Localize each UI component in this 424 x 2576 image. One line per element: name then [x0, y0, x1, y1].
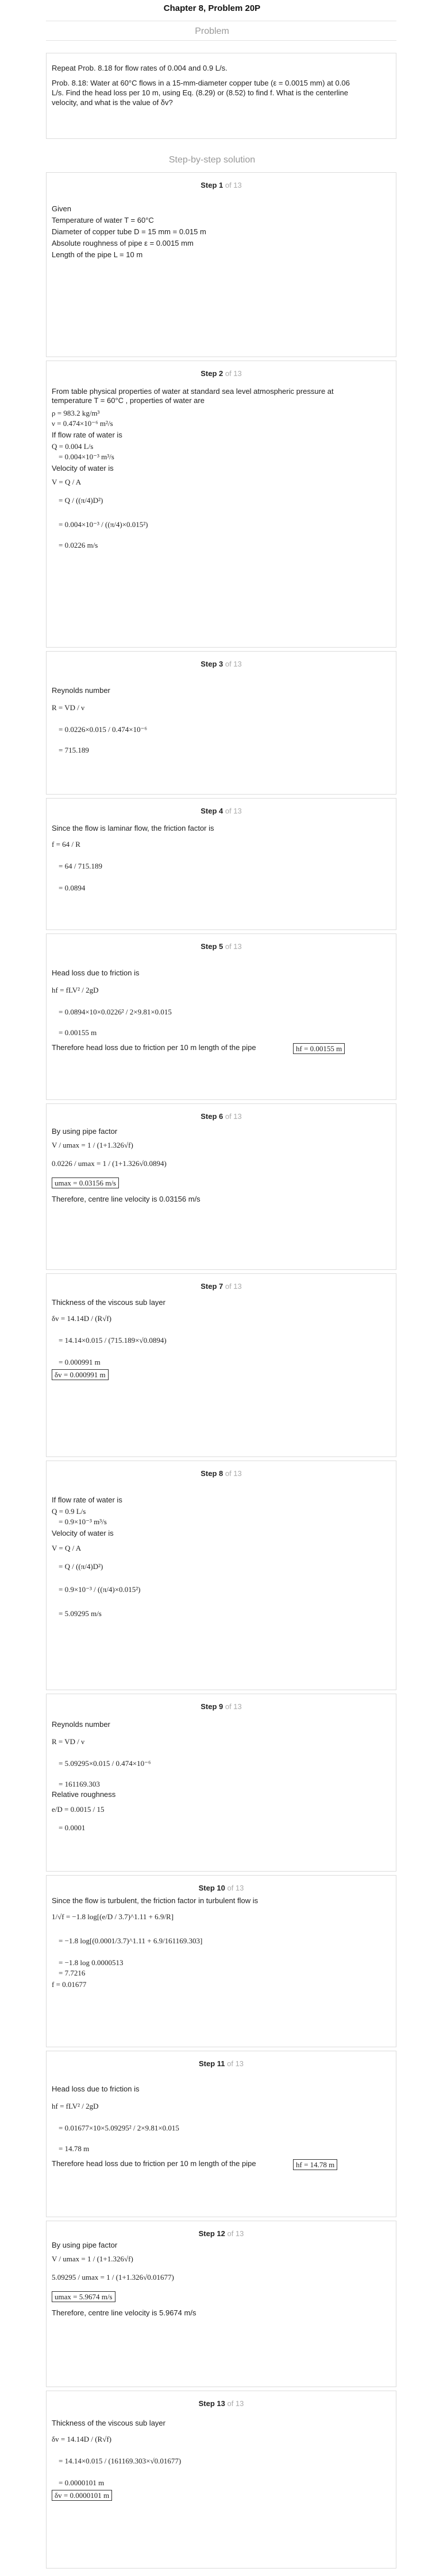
step-heading [47, 369, 396, 378]
step-total: of 13 [227, 2059, 244, 2068]
final-answer: δv = 0.000991 m [52, 1369, 109, 1380]
equation [52, 2490, 112, 2501]
equation [52, 2291, 115, 2302]
step-number: Step 3 [201, 660, 225, 668]
step-heading [47, 2059, 396, 2068]
equation: ν = 0.474×10⁻⁶ m²/s [52, 419, 113, 428]
equation: = 0.000991 m [59, 1358, 101, 1366]
equation: V / umax = 1 / (1+1.326√f) [52, 2255, 133, 2263]
step-total: of 13 [227, 1884, 244, 1892]
step-box [46, 1103, 396, 1270]
equation: = 0.0226×0.015 / 0.474×10⁻⁶ [59, 725, 148, 734]
step-text: Diameter of copper tube D = 15 mm = 0.015 m [52, 227, 206, 236]
step-total: of 13 [225, 369, 242, 378]
equation: = 0.01677×10×5.09295² / 2×9.81×0.015 [59, 2124, 179, 2132]
equation: 1/√f = −1.8 log[(e/D / 3.7)^1.11 + 6.9/R] [52, 1912, 174, 1921]
equation: = Q / ((π/4)D²) [59, 496, 103, 505]
equation: R = VD / ν [52, 703, 85, 712]
equation: f = 0.01677 [52, 1980, 87, 1989]
equation: hf = fLV² / 2gD [52, 2102, 99, 2110]
step-box [46, 933, 396, 1100]
equation: = −1.8 log 0.0000513 [59, 1958, 124, 1967]
step-text: temperature T = 60°C , properties of water are [52, 396, 205, 405]
equation: = 0.0894 [59, 884, 86, 892]
step-text: If flow rate of water is [52, 1496, 122, 1504]
step-heading [47, 807, 396, 815]
step-number: Step 1 [201, 181, 225, 189]
equation: = 64 / 715.189 [59, 862, 102, 870]
step-text: Reynolds number [52, 686, 110, 695]
step-box [46, 798, 396, 930]
equation [293, 2159, 337, 2170]
step-total: of 13 [225, 1702, 242, 1711]
equation: = 7.7216 [59, 1969, 86, 1977]
step-total: of 13 [225, 1112, 242, 1121]
equation: = 5.09295×0.015 / 0.474×10⁻⁶ [59, 1759, 151, 1768]
step-box [46, 1875, 396, 2047]
problem-text: L/s. Find the head loss per 10 m, using Eq. (8.29) or (8.52) to find f. What is the centerline [52, 88, 348, 97]
final-answer: umax = 5.9674 m/s [52, 2291, 115, 2302]
step-number: Step 6 [201, 1112, 225, 1121]
equation: = −1.8 log[(0.0001/3.7)^1.11 + 6.9/161169.303] [59, 1936, 203, 1945]
step-text: Thickness of the viscous sub layer [52, 1298, 165, 1307]
step-number: Step 9 [201, 1702, 225, 1711]
step-number: Step 13 [198, 2399, 228, 2408]
equation: 0.0226 / umax = 1 / (1+1.326√0.0894) [52, 1159, 167, 1168]
step-heading [47, 2229, 396, 2238]
step-box [46, 2051, 396, 2217]
step-box [46, 1694, 396, 1872]
step-box [46, 361, 396, 648]
step-text: Therefore head loss due to friction per 10 m length of the pipe [52, 1043, 256, 1052]
step-heading [47, 2399, 396, 2408]
problem-text: Prob. 8.18: Water at 60°C flows in a 15-mm-diameter copper tube (ε = 0.0015 mm) at 0.06 [52, 79, 350, 87]
step-text: Therefore head loss due to friction per 10 m length of the pipe [52, 2159, 256, 2168]
step-text: Relative roughness [52, 1790, 116, 1799]
equation: = 0.0000101 m [59, 2478, 105, 2487]
step-heading [47, 1112, 396, 1121]
step-heading [47, 660, 396, 668]
step-box [46, 651, 396, 795]
step-number: Step 8 [201, 1469, 225, 1478]
step-number: Step 11 [198, 2059, 228, 2068]
step-number: Step 2 [201, 369, 225, 378]
step-text: Since the flow is turbulent, the friction factor in turbulent flow is [52, 1896, 259, 1905]
equation: e/D = 0.0015 / 15 [52, 1805, 105, 1814]
step-number: Step 10 [198, 1884, 228, 1892]
step-text: Temperature of water T = 60°C [52, 216, 154, 224]
step-total: of 13 [225, 807, 242, 815]
problem-box [46, 53, 396, 139]
step-text: From table physical properties of water at standard sea level atmospheric pressure at [52, 387, 334, 396]
step-heading [47, 1702, 396, 1711]
step-box [46, 172, 396, 357]
step-text: Given [52, 204, 71, 213]
step-number: Step 5 [201, 942, 225, 951]
step-text: By using pipe factor [52, 1127, 118, 1136]
equation: = Q / ((π/4)D²) [59, 1562, 103, 1571]
step-text: Therefore, centre line velocity is 0.03156 m/s [52, 1195, 201, 1203]
step-heading [47, 1884, 396, 1892]
step-total: of 13 [225, 181, 242, 189]
equation: Q = 0.004 L/s [52, 442, 94, 451]
equation: = 5.09295 m/s [59, 1609, 102, 1618]
step-total: of 13 [225, 942, 242, 951]
step-text: By using pipe factor [52, 2241, 118, 2249]
solution-heading: Step-by-step solution [168, 155, 256, 165]
step-heading [47, 1282, 396, 1291]
equation: = 0.0001 [59, 1823, 86, 1832]
equation: = 0.004×10⁻³ / ((π/4)×0.015²) [59, 520, 148, 529]
divider [46, 40, 396, 41]
step-text: Since the flow is laminar flow, the friction factor is [52, 824, 214, 832]
final-answer: δv = 0.0000101 m [52, 2490, 112, 2501]
final-answer: hf = 0.00155 m [293, 1043, 345, 1054]
equation: R = VD / ν [52, 1737, 85, 1746]
step-text: Head loss due to friction is [52, 969, 140, 977]
step-heading [47, 942, 396, 951]
step-text: Thickness of the viscous sub layer [52, 2419, 165, 2427]
step-box [46, 2391, 396, 2569]
step-box [46, 1461, 396, 1690]
equation: = 0.0894×10×0.0226² / 2×9.81×0.015 [59, 1008, 172, 1016]
equation: V = Q / A [52, 478, 82, 486]
step-total: of 13 [225, 660, 242, 668]
equation: 5.09295 / umax = 1 / (1+1.326√0.01677) [52, 2273, 174, 2281]
equation: = 161169.303 [59, 1780, 100, 1788]
final-answer: umax = 0.03156 m/s [52, 1177, 119, 1188]
equation: V / umax = 1 / (1+1.326√f) [52, 1141, 133, 1149]
page-title: Chapter 8, Problem 20P [163, 3, 261, 13]
equation [293, 1043, 345, 1054]
final-answer: hf = 14.78 m [293, 2159, 337, 2170]
equation: hf = fLV² / 2gD [52, 986, 99, 994]
problem-text: Repeat Prob. 8.18 for flow rates of 0.004 and 0.9 L/s. [52, 64, 228, 72]
equation: = 0.9×10⁻³ m³/s [59, 1517, 107, 1526]
equation: V = Q / A [52, 1544, 82, 1552]
equation: = 14.78 m [59, 2144, 90, 2153]
problem-text: velocity, and what is the value of δv? [52, 98, 173, 107]
step-number: Step 12 [198, 2229, 228, 2238]
equation [52, 1177, 119, 1188]
equation: f = 64 / R [52, 840, 80, 849]
equation: = 14.14×0.015 / (715.189×√0.0894) [59, 1336, 167, 1345]
equation: = 0.00155 m [59, 1028, 97, 1037]
equation: ρ = 983.2 kg/m³ [52, 409, 100, 417]
step-text: Reynolds number [52, 1720, 110, 1729]
step-text: Head loss due to friction is [52, 2085, 140, 2093]
step-text: Velocity of water is [52, 1529, 114, 1537]
step-text: Therefore, centre line velocity is 5.9674 m/s [52, 2308, 196, 2317]
equation: = 715.189 [59, 746, 89, 754]
equation: δv = 14.14D / (R√f) [52, 2435, 111, 2443]
step-box [46, 2221, 396, 2387]
step-text: If flow rate of water is [52, 431, 122, 439]
step-text: Length of the pipe L = 10 m [52, 250, 143, 259]
step-total: of 13 [225, 1282, 242, 1291]
step-heading [47, 1469, 396, 1478]
step-total: of 13 [227, 2399, 244, 2408]
step-box [46, 1273, 396, 1457]
equation: = 0.004×10⁻³ m³/s [59, 452, 114, 461]
step-number: Step 4 [201, 807, 225, 815]
problem-heading: Problem [195, 26, 229, 36]
step-total: of 13 [227, 2229, 244, 2238]
step-text: Velocity of water is [52, 464, 114, 472]
equation: Q = 0.9 L/s [52, 1507, 86, 1516]
equation: δv = 14.14D / (R√f) [52, 1314, 111, 1323]
step-heading [47, 181, 396, 189]
equation: = 14.14×0.015 / (161169.303×√0.01677) [59, 2457, 182, 2465]
equation: = 0.0226 m/s [59, 541, 98, 549]
equation: = 0.9×10⁻³ / ((π/4)×0.015²) [59, 1585, 141, 1594]
equation [52, 1369, 109, 1380]
step-number: Step 7 [201, 1282, 225, 1291]
step-text: Absolute roughness of pipe ε = 0.0015 mm [52, 239, 194, 247]
step-total: of 13 [225, 1469, 242, 1478]
